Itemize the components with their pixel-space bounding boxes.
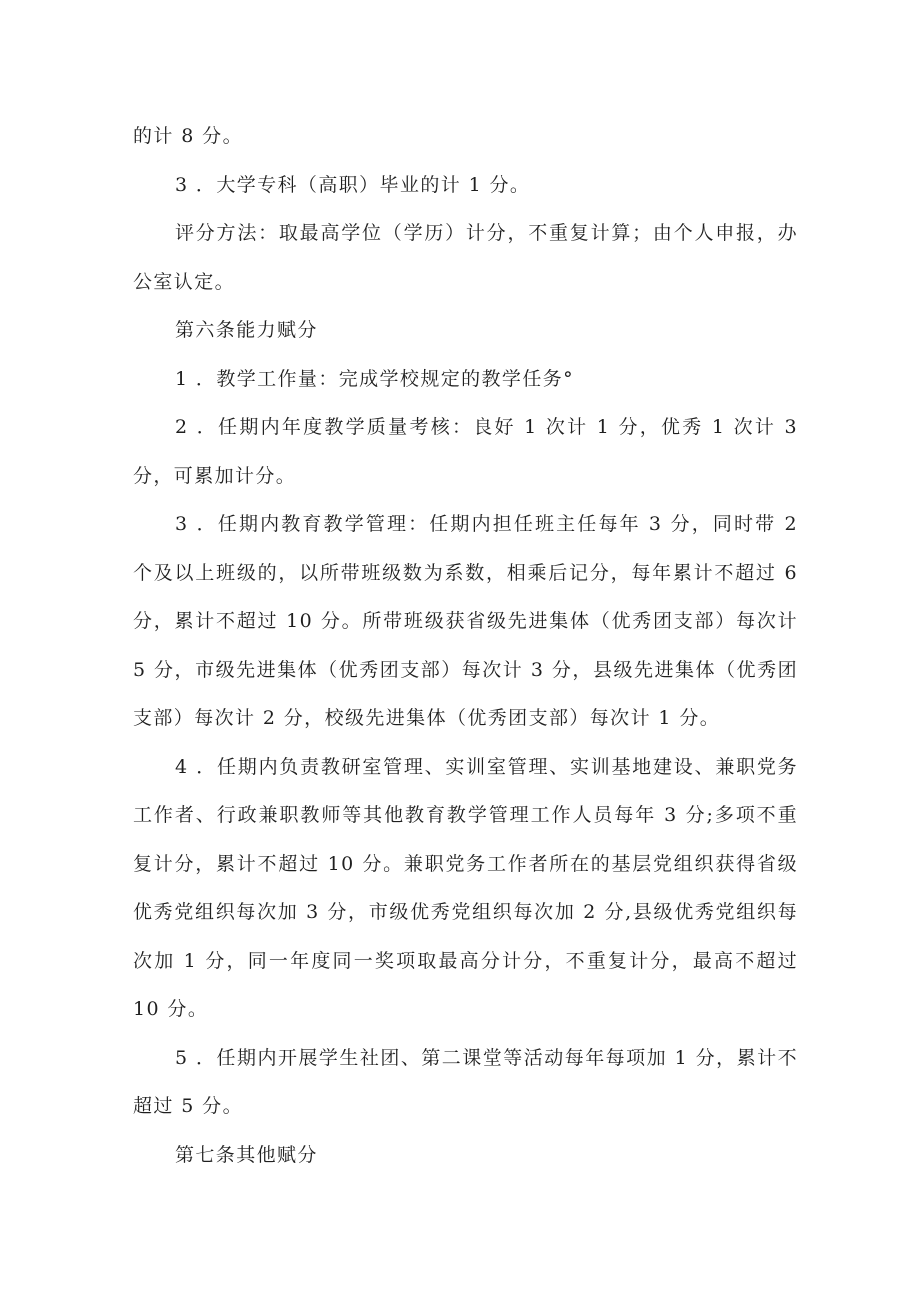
article-7-heading: 第七条其他赋分 (175, 1143, 318, 1166)
paragraph-item-4-lab-management: 4 ．任期内负责教研室管理、实训室管理、实训基地建设、兼职党务工作者、行政兼职教师等其他教育教学管理工作人员每年 3 分;多项不重复计分，累计不超过 10 分。兼职党务工作者所在的基层党组织获得省级优秀党组织每次加 3 分，市级优秀党组织每次加 2 分,县级优秀党组织每次加 1 分，同一年度同一奖项取最高分计分，不重复计分，最高不超过 10 分。 (133, 755, 798, 1020)
paragraph-item-1-workload: 1 ．教学工作量：完成学校规定的教学任务° (175, 367, 575, 390)
paragraph-scoring-method: 评分方法：取最高学位（学历）计分，不重复计算；由个人申报，办公室认定。 (133, 222, 798, 293)
paragraph-item-3-management: 3 ．任期内教育教学管理：任期内担任班主任每年 3 分，同时带 2 个及以上班级的，以所带班级数为系数，相乘后记分，每年累计不超过 6 分，累计不超过 10 分。所带班级获省级先进集体（优秀团支部）每次计 5 分，市级先进集体（优秀团支部）每次计 3 分，县级先进集体（优秀团支部）每次计 2 分，校级先进集体（优秀团支部）每次计 1 分。 (133, 513, 798, 729)
paragraph-item-3-associate-degree: 3 ．大学专科（高职）毕业的计 1 分。 (175, 173, 531, 196)
paragraph-item-5-student-activities: 5 ．任期内开展学生社团、第二课堂等活动每年每项加 1 分，累计不超过 5 分。 (133, 1046, 798, 1117)
document-body (133, 112, 798, 1179)
paragraph-item-2-quality-assessment: 2 ．任期内年度教学质量考核：良好 1 次计 1 分，优秀 1 次计 3 分，可累加计分。 (133, 416, 798, 487)
article-6-heading: 第六条能力赋分 (175, 319, 318, 341)
paragraph-continuation: 的计 8 分。 (133, 125, 243, 147)
